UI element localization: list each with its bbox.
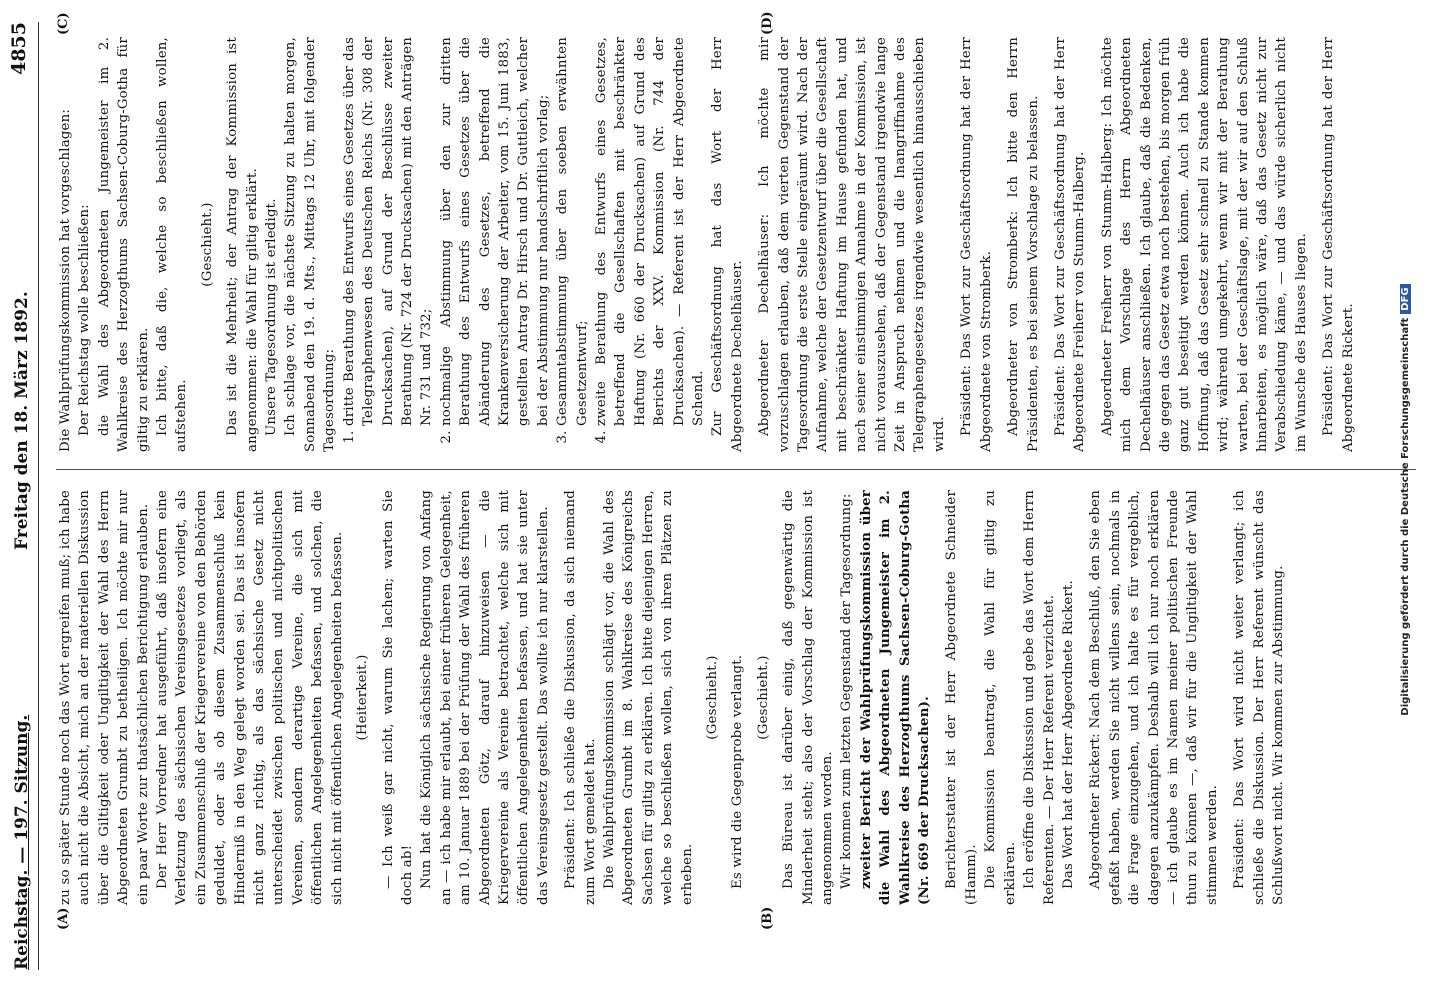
paragraph: — Ich weiß gar nicht, warum Sie lachen; warten Sie doch ab! (380, 490, 415, 905)
paragraph: Das Büreau ist darüber einig, daß gegenwärtig die Minderheit steht; also der Vorschlag der Kommission ist angenommen worden. (781, 490, 836, 905)
paragraph: Es wird die Gegenprobe verlangt. (730, 654, 746, 889)
paragraph: Der Reichstag wolle beschließen: (77, 204, 93, 436)
running-header (8, 22, 38, 970)
margin-marker-d: (D) (760, 11, 775, 35)
paragraph: Die Wahlprüfungskommission schlägt vor, die Wahl des Abgeordneten Grumbt im 8. Wahlkreise des Königreichs Sachsen für giltig zu erklären. Ich bitte diejenigen Herren, welche so beschließen wollen, sich von ihren Plätzen zu erheben. (601, 490, 695, 905)
header-date: Freitag den 18. März 1892. (12, 291, 32, 550)
paragraph: Nun hat die Königlich sächsische Regierung von Anfang an — ich habe mir erlaubt, bei einer früheren Gelegenheit, am 10. Januar 1889 bei der Prüfung der Wahl des früheren Abgeordneten Götz, darauf hinzuweisen — die Kriegervereine als Vereine betrachtet, welche sich mit öffentlichen Angelegenheiten befassen, und hat sie unter das Vereinsgesetz gestellt. Das wollte ich nur klarstellen. (419, 490, 551, 905)
paragraph: Wir kommen zum letzten Gegenstand der Tagesordnung: (839, 493, 855, 889)
header-rule (38, 22, 39, 970)
interjection: (Heiterkeit.) (355, 654, 371, 741)
paragraph: Der Herr Vorredner hat ausgeführt, daß insofern eine Verletzung des sächsischen Vereinsgesetzes vorliegt, als ein Zusammenschluß der Kriegervereine von den Behörden geduldet, oder als ob diesem Zusammenschluß kein Hinderniß in den Weg gelegt worden sei. Das ist insofern nicht ganz richtig, als das sächsische Gesetz nicht unterscheidet zwischen politischen und nichtpolitischen Vereinen, sondern derartige Vereine, die sich mit öffentlichen Angelegenheiten befassen, und solchen, die sich nicht mit öffentlichen Angelegenheiten befassen. (155, 490, 345, 905)
right-column (56, 37, 1358, 452)
credit-text: Digitalisierung gefördert durch die Deutsche Forschungsgemeinschaft (1400, 317, 1411, 716)
interjection: (Geschieht.) (705, 655, 720, 740)
paragraph: zu so später Stunde noch das Wort ergreifen muß; ich habe auch nicht die Absicht, mich an der materiellen Diskussion über die Giltigkeit oder Ungiltigkeit der Wahl des Herrn Abgeordneten Grumbt zu betheiligen. Ich möchte mir nur ein paar Worte zur thatsächlichen Berichtigung erlauben. (58, 490, 151, 905)
speaker-paragraph: Präsident: Das Wort zur Geschäftsordnung hat der Herr Abgeordnete Freiherr von Stumm-Halberg. (1052, 37, 1088, 452)
speaker-paragraph: Präsident: Ich schließe die Diskussion, da sich niemand zum Wort gemeldet hat. (563, 490, 598, 905)
speaker-paragraph: Präsident: Das Wort zur Geschäftsordnung hat der Herr Abgeordnete von Stromberk. (959, 37, 994, 452)
header-session: Reichstag. — 197. Sitzung. (12, 714, 32, 970)
margin-marker-a: (A) (56, 907, 71, 930)
agenda-item: 2. nochmalige Abstimmung über den zur dritten Berathung des Entwurfs eines Gesetzes über die Abänderung des Gesetzes, betreffend die Krankenversicherung der Arbeiter, vom 15. Juni 1883, gestellten Antrag Dr. Hirsch und Dr. Guttleich, welcher bei der Abstimmung nur handschriftlich vorlag; (437, 37, 553, 426)
agenda-item: 1. dritte Berathung des Entwurfs eines Gesetzes über das Telegraphenwesen des Deutschen Reichs (Nr. 308 der Drucksachen), auf Grund der Beschlüsse zweiter Berathung (Nr. 724 der Drucksachen) mit den Anträgen Nr. 731 und 732; (340, 37, 437, 426)
left-column (56, 490, 1288, 905)
paragraph: Ich eröffne die Diskussion und gebe das Wort dem Herrn Referenten. — Der Herr Referent verzichtet. (1022, 490, 1057, 905)
paragraph: Zur Geschäftsordnung hat das Wort der Herr Abgeordnete Dechelhäuser. (710, 37, 745, 452)
digitization-credit (1400, 0, 1411, 1000)
agenda-item: 3. Gesammtabstimmung über den soeben erwähnten Gesetzentwurf; (553, 37, 592, 426)
speaker-paragraph: Abgeordneter von Stromberk: Ich bitte den Herrn Präsidenten, es bei seinem Vorschlage zu belassen. (1006, 37, 1041, 452)
paragraph: Ich bitte, daß die, welche so beschließen wollen, aufstehen. (155, 37, 190, 452)
paragraph: Berichterstatter ist der Herr Abgeordnete Schneider (Hamm). (944, 490, 979, 905)
margin-marker-b: (B) (760, 906, 775, 930)
speaker-paragraph: Abgeordneter Dechelhäuser: Ich möchte mir vorzuschlagen erlauben, daß dem vierten Gegenstand der Tagesordnung die erste Stelle eingeräumt wird. Nach der Aufnahme, welche der Gesetzentwurf über die Gesellschaft mit beschränkter Haftung im Hause gefunden hat, und nach seiner einstimmigen Annahme in der Kommission, ist nicht vorauszusehen, daß der Gegenstand irgendwie lange Zeit in Anspruch nehmen und die Inangriffnahme des Telegraphengesetzes irgendwie wesentlich hinausschieben wird. (757, 37, 947, 452)
agenda-list (340, 37, 709, 452)
paragraph: Das ist die Mehrheit; der Antrag der Kommission ist angenommen: die Wahl für giltig erklärt. (225, 37, 260, 452)
paragraph: Die Kommission beantragt, die Wahl für giltig zu erklären. (983, 490, 1018, 905)
speaker-paragraph: Abgeordneter Freiherr von Stumm-Halberg: Ich möchte mich dem Vorschlage des Herrn Abgeordneten Dechelhäuser anschließen. Ich glaube, daß die Bedenken, die gegen das Gesetz etwa noch bestehen, bis morgen früh ganz gut beseitigt werden können. Auch ich habe die Hoffnung, daß das Gesetz sehr schnell zu Stande kommen wird; während umgekehrt, wenn wir mit der Berathung warten, bei der Geschäftslage, mit der wir auf den Schluß hinarbeiten, es möglich wäre, daß das Gesetz nicht zur Verabschiedung käme, — und das würde sicherlich nicht im Wunsche des Hauses liegen. (1099, 37, 1309, 452)
margin-marker-c: (C) (56, 12, 71, 35)
speaker-paragraph: Präsident: Das Wort zur Geschäftsordnung hat der Herr Abgeordnete Rickert. (1321, 37, 1356, 452)
paragraph: Unsere Tagesordnung ist erledigt. (264, 198, 280, 436)
paragraph: Die Wahlprüfungskommission hat vorgeschlagen: (58, 108, 73, 452)
speaker-paragraph: Präsident: Das Wort wird nicht weiter verlangt; ich schließe die Diskussion. Der Herr Referent wünscht das Schlußwort nicht. Wir kommen zur Abstimmung. (1232, 490, 1286, 905)
agenda-item-title: zweiter Bericht der Wahlprüfungskommission über die Wahl des Abgeordneten Jungemeister im 2. Wahlkreise des Herzogthums Sachsen-Coburg-Gotha (Nr. 669 der Drucksachen). (858, 490, 933, 905)
page-number: 4855 (8, 22, 30, 75)
interjection: (Geschieht.) (199, 202, 215, 287)
paragraph: die Wahl des Abgeordneten Jungemeister im 2. Wahlkreise des Herzogthums Sachsen-Coburg-Gotha für giltig zu erklären. (96, 37, 151, 452)
paragraph: Ich schlage vor, die nächste Sitzung zu halten morgen, Sonnabend den 19. d. Mts., Mittags 12 Uhr, mit folgender Tagesordnung: (283, 37, 338, 452)
agenda-item: 4. zweite Berathung des Entwurfs eines Gesetzes, betreffend die Gesellschaften mit beschränkter Haftung (Nr. 660 der Drucksachen) auf Grund des Berichts der XXV. Kommission (Nr. 744 der Drucksachen). — Referent ist der Herr Abgeordnete Schend. (592, 37, 708, 426)
speaker-paragraph: Abgeordneter Rickert: Nach dem Beschluß, den Sie eben gefaßt haben, werden Sie nicht willens sein, nochmals in die Frage einzugehen, und ich halte es für vergeblich, dagegen anzukämpfen. Deshalb will ich nur noch erklären — ich glaube es im Namen meiner politischen Freunde thun zu können —, daß wir für die Ungiltigkeit der Wahl stimmen werden. (1088, 490, 1220, 905)
column-divider (56, 469, 1416, 470)
paragraph: Das Wort hat der Herr Abgeordnete Rickert. (1060, 580, 1076, 889)
dfg-logo: DFG (1400, 284, 1411, 313)
interjection: (Geschieht.) (755, 655, 771, 740)
